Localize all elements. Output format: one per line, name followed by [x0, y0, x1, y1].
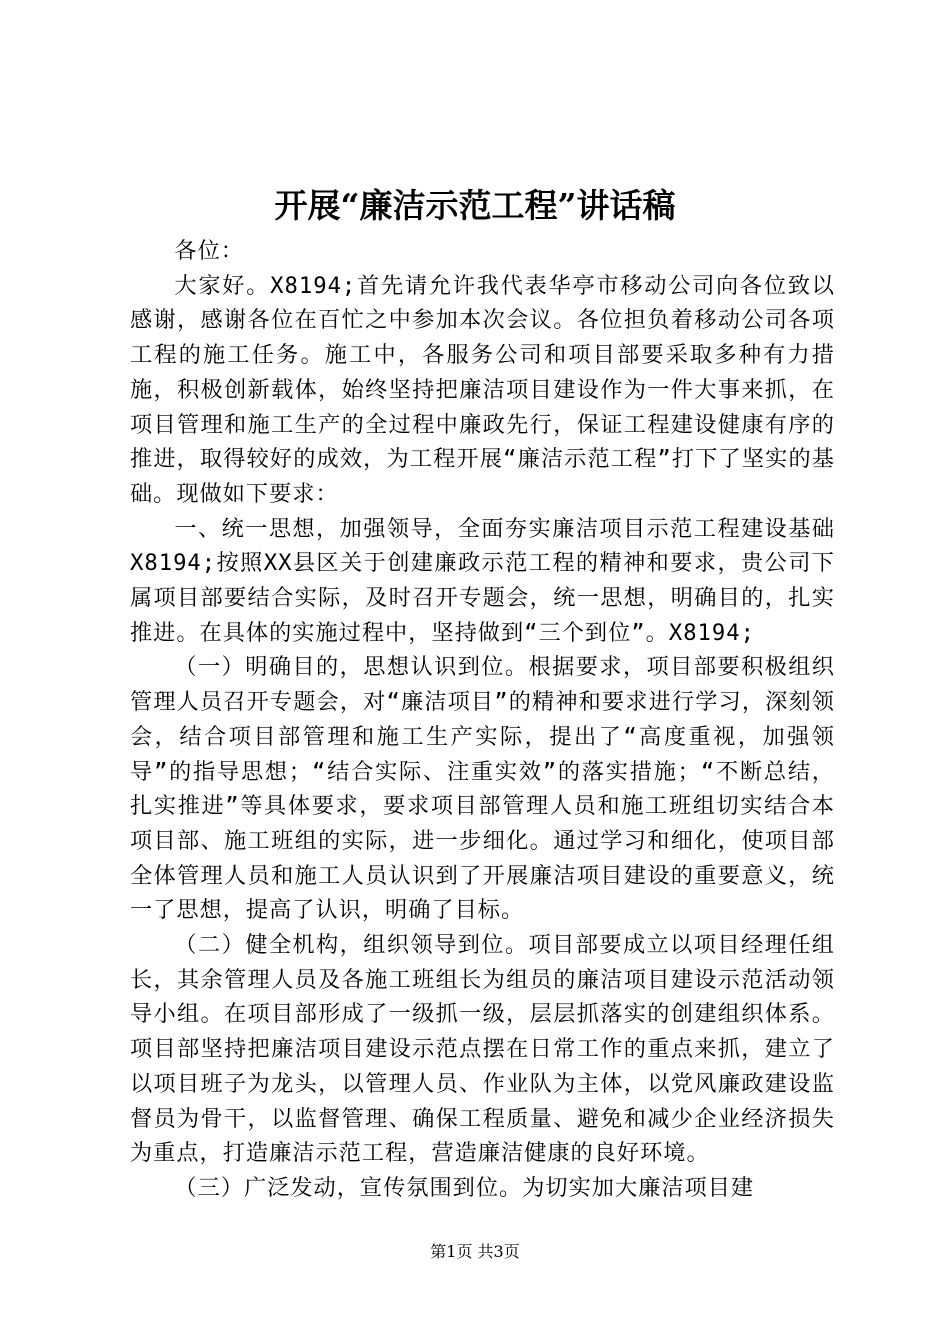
- body-paragraph: （一）明确目的，思想认识到位。根据要求，项目部要积极组织管理人员召开专题会，对“廉洁项目”的精神和要求进行学习，深刻领会，结合项目部管理和施工生产实际，提出了“高度重视，加强领导”的指导思想；“结合实际、注重实效”的落实措施；“不断总结，扎实推进”等具体要求，要求项目部管理人员和施工班组切实结合本项目部、施工班组的实际，进一步细化。通过学习和细化，使项目部全体管理人员和施工人员认识到了开展廉洁项目建设的重要意义，统一了思想，提高了认识，明确了目标。: [130, 654, 835, 924]
- body-paragraph: 一、统一思想，加强领导，全面夯实廉洁项目示范工程建设基础X8194;按照XX县区关于创建廉政示范工程的精神和要求，贵公司下属项目部要结合实际，及时召开专题会，统一思想，明确目的，扎实推进。在具体的实施过程中，坚持做到“三个到位”。X8194;: [130, 515, 835, 646]
- body-paragraph: 大家好。X8194;首先请允许我代表华亭市移动公司向各位致以感谢，感谢各位在百忙之中参加本次会议。各位担负着移动公司各项工程的施工任务。施工中，各服务公司和项目部要采取多种有力措施，积极创新载体，始终坚持把廉洁项目建设作为一件大事来抓，在项目管理和施工生产的全过程中廉政先行，保证工程建设健康有序的推进，取得较好的成效，为工程开展“廉洁示范工程”打下了坚实的基础。现做如下要求：: [130, 272, 835, 507]
- salutation-paragraph: 各位：: [174, 238, 244, 264]
- body-paragraph: （二）健全机构，组织领导到位。项目部要成立以项目经理任组长，其余管理人员及各施工班组长为组员的廉洁项目建设示范活动领导小组。在项目部形成了一级抓一级，层层抓落实的创建组织体系。项目部坚持把廉洁项目建设示范点摆在日常工作的重点来抓，建立了以项目班子为龙头，以管理人员、作业队为主体，以党风廉政建设监督员为骨干，以监督管理、确保工程质量、避免和减少企业经济损失为重点，打造廉洁示范工程，营造廉洁健康的良好环境。: [130, 932, 835, 1167]
- body-paragraph: （三）广泛发动，宣传氛围到位。为切实加大廉洁项目建: [174, 1174, 755, 1201]
- page-title: 开展“廉洁示范工程”讲话稿: [274, 186, 676, 225]
- page-number-footer: 第1页 共3页: [430, 1242, 520, 1261]
- document-body: [130, 234, 835, 1206]
